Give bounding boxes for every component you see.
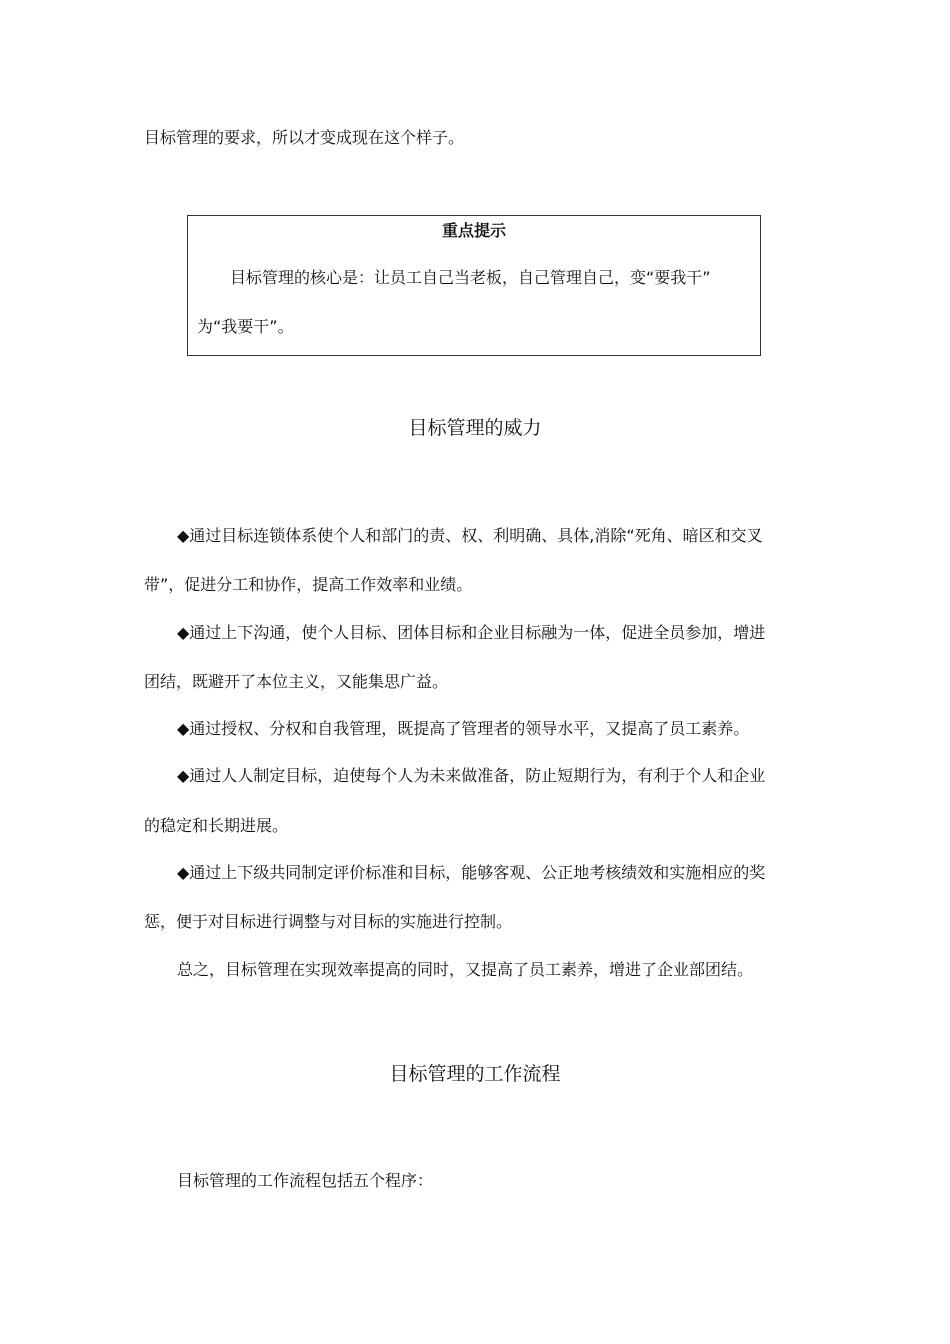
bullet-5-line-1: ◆通过上下级共同制定评价标准和目标，能够客观、公正地考核绩效和实施相应的奖 [177,863,766,882]
bullet-4-line-1: ◆通过人人制定目标，迫使每个人为未来做准备，防止短期行为，有利于个人和企业 [177,766,766,785]
bullet-2-line-2: 团结，既避开了本位主义，又能集思广益。 [144,672,449,691]
key-tip-box [187,215,761,356]
power-summary: 总之，目标管理在实现效率提高的同时，又提高了员工素养，增进了企业部团结。 [177,960,754,979]
key-tip-line-1: 目标管理的核心是：让员工自己当老板，自己管理自己，变“要我干” [230,268,711,287]
process-intro: 目标管理的工作流程包括五个程序： [177,1171,434,1190]
key-tip-title: 重点提示 [441,221,506,240]
bullet-1-line-2: 带”，促进分工和协作，提高工作效率和业绩。 [144,575,473,594]
section-heading-power: 目标管理的威力 [408,417,542,439]
key-tip-line-2: 为“我要干”。 [197,317,294,336]
bullet-1-line-1: ◆通过目标连锁体系使个人和部门的责、权、利明确、具体,消除“死角、暗区和交叉 [177,526,763,545]
section-heading-process: 目标管理的工作流程 [389,1063,561,1085]
bullet-4-line-2: 的稳定和长期进展。 [144,816,289,835]
bullet-5-line-2: 惩，便于对目标进行调整与对目标的实施进行控制。 [144,912,513,931]
intro-continuation: 目标管理的要求，所以才变成现在这个样子。 [144,128,465,147]
bullet-2-line-1: ◆通过上下沟通，使个人目标、团体目标和企业目标融为一体，促进全员参加，增进 [177,623,766,642]
bullet-3-line-1: ◆通过授权、分权和自我管理，既提高了管理者的领导水平，又提高了员工素养。 [177,719,750,738]
